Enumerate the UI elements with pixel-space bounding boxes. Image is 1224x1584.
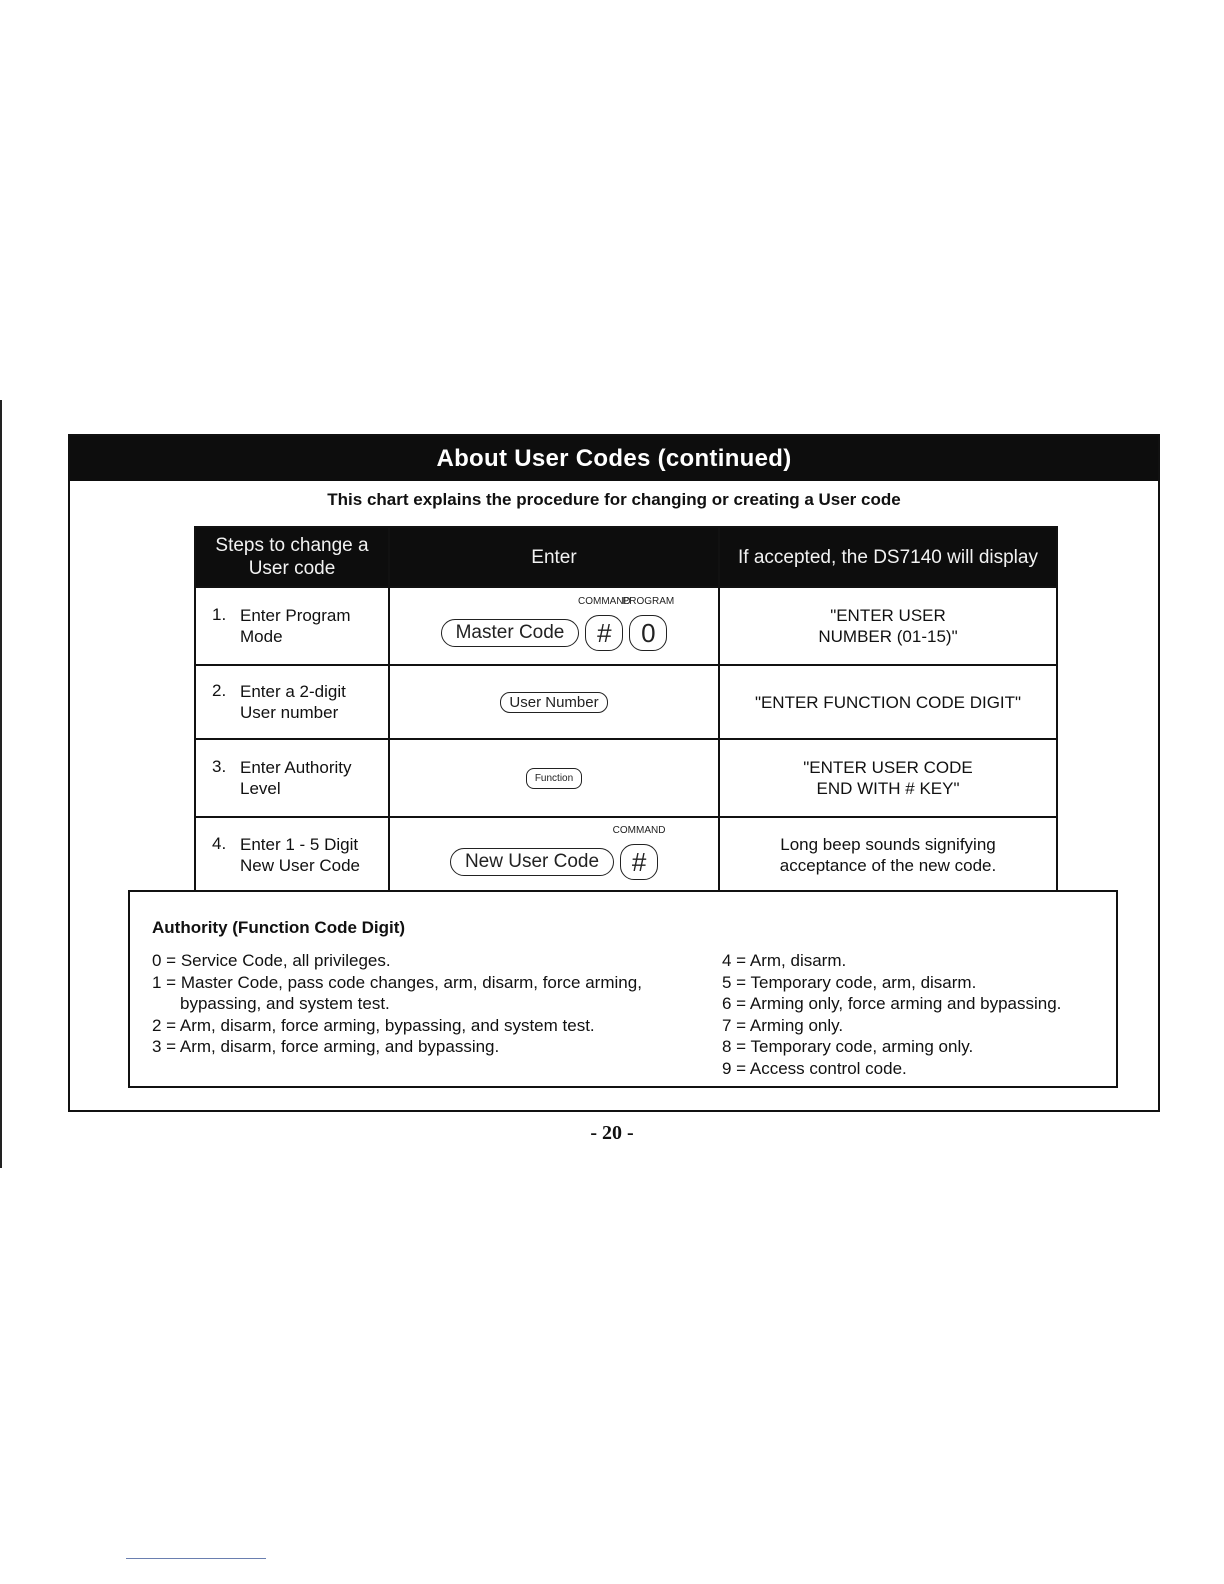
enter-cell	[389, 817, 719, 893]
authority-item: 5 = Temporary code, arm, disarm.	[722, 972, 977, 992]
scan-edge-mark	[0, 400, 2, 1168]
header-display: If accepted, the DS7140 will display	[719, 527, 1057, 587]
function-key: Function	[526, 768, 582, 789]
hash-key-icon	[578, 596, 631, 651]
step-text-line2: Mode	[240, 627, 283, 646]
authority-item: 7 = Arming only.	[722, 1015, 844, 1035]
zero-key-glyph: 0	[641, 617, 656, 648]
display-cell	[719, 739, 1057, 817]
hash-key-glyph: #	[597, 617, 612, 648]
enter-cell	[389, 587, 719, 665]
authority-item: 8 = Temporary code, arming only.	[722, 1037, 974, 1056]
step-text-line1: Enter a 2-digit	[240, 682, 346, 701]
command-label: COMMAND	[578, 596, 631, 607]
master-code-keys: Master Code	[441, 619, 580, 647]
step-number: 4.	[212, 834, 227, 853]
display-cell	[719, 665, 1057, 739]
step-text-line2: User number	[240, 703, 339, 722]
table-row	[195, 739, 1057, 817]
authority-item: 4 = Arm, disarm.	[722, 951, 847, 970]
steps-table	[194, 526, 1058, 894]
authority-title: Authority (Function Code Digit)	[152, 918, 406, 937]
display-line1: "ENTER FUNCTION CODE DIGIT"	[754, 692, 1022, 712]
footer-rule	[126, 1558, 266, 1559]
step-cell	[195, 665, 389, 739]
authority-item: 6 = Arming only, force arming and bypassing.	[722, 994, 1062, 1013]
new-user-code-keys: New User Code	[450, 848, 614, 876]
command-label: COMMAND	[612, 825, 666, 836]
table-row	[195, 587, 1057, 665]
enter-cell	[389, 739, 719, 817]
step-cell	[195, 587, 389, 665]
step-number: 1.	[212, 605, 227, 624]
authority-item: 3 = Arm, disarm, force arming, and bypassing.	[152, 1037, 500, 1056]
step-text-line1: Enter Program	[240, 606, 351, 625]
header-steps-line1: Steps to change a	[215, 535, 369, 556]
table-header-row	[195, 527, 1057, 587]
authority-item: 0 = Service Code, all privileges.	[152, 951, 391, 970]
display-line2: acceptance of the new code.	[779, 856, 997, 875]
table-row	[195, 817, 1057, 893]
header-steps-line2: User code	[248, 558, 336, 579]
table-row	[195, 665, 1057, 739]
display-line2: END WITH # KEY"	[816, 779, 960, 798]
header-enter: Enter	[389, 527, 719, 587]
header-steps	[195, 527, 389, 587]
step-cell	[195, 739, 389, 817]
authority-legend	[128, 890, 1118, 1088]
enter-cell	[389, 665, 719, 739]
hash-key-icon	[612, 825, 666, 880]
step-cell	[195, 817, 389, 893]
hash-key-glyph: #	[631, 846, 647, 877]
display-cell	[719, 817, 1057, 893]
chart-intro: This chart explains the procedure for changing or creating a User code	[327, 490, 901, 509]
display-line1: Long beep sounds signifying	[780, 835, 996, 854]
authority-item: 2 = Arm, disarm, force arming, bypassing, and system test.	[152, 1015, 595, 1035]
authority-item-continued: bypassing, and system test.	[180, 994, 390, 1013]
user-number-keys: User Number	[500, 692, 607, 713]
display-line1: "ENTER USER	[830, 606, 946, 625]
display-line2: NUMBER (01-15)"	[818, 627, 958, 646]
program-label: PROGRAM	[622, 596, 675, 607]
step-text-line2: Level	[240, 779, 281, 798]
page-number: - 20 -	[590, 1122, 634, 1144]
authority-item: 1 = Master Code, pass code changes, arm, disarm, force arming,	[152, 972, 642, 992]
authority-item: 9 = Access control code.	[722, 1058, 907, 1078]
step-text-line1: Enter 1 - 5 Digit	[240, 835, 359, 854]
zero-key-icon	[622, 596, 675, 651]
authority-list-right	[722, 950, 1112, 1079]
step-text-line2: New User Code	[240, 856, 360, 875]
authority-list-left	[152, 950, 712, 1058]
display-line1: "ENTER USER CODE	[803, 758, 973, 777]
step-number: 3.	[212, 757, 227, 776]
page-title: About User Codes (continued)	[70, 436, 1158, 481]
content-frame	[68, 434, 1160, 1112]
step-number: 2.	[212, 681, 227, 700]
step-text-line1: Enter Authority	[240, 758, 352, 777]
display-cell	[719, 587, 1057, 665]
